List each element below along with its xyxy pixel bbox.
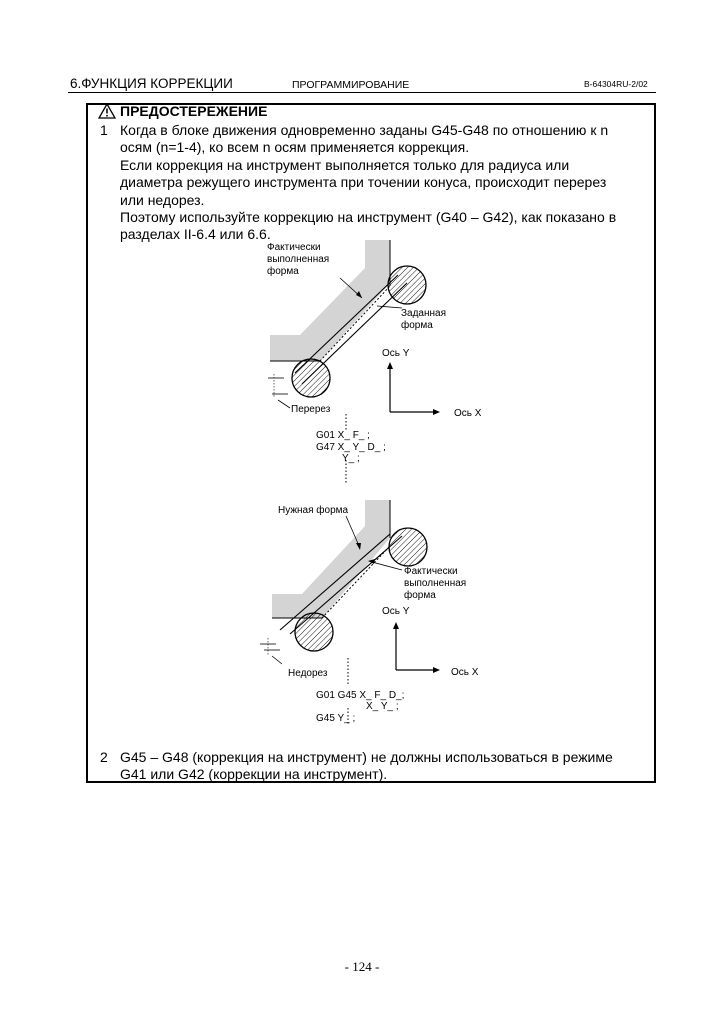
item-text bbox=[120, 122, 650, 244]
tool-circle-top bbox=[388, 266, 426, 304]
text-line: G45 – G48 (коррекция на инструмент) не должны использоваться в режиме bbox=[120, 749, 613, 765]
text-line: Поэтому используйте коррекцию на инструмент (G40 – G42), как показано в bbox=[120, 209, 617, 226]
text-line: G41 или G42 (коррекции на инструмент). bbox=[120, 766, 388, 783]
section-title: 6.ФУНКЦИЯ КОРРЕКЦИИ bbox=[70, 76, 233, 91]
item-number: 2 bbox=[100, 749, 108, 765]
header-rule bbox=[68, 92, 656, 93]
item-number: 1 bbox=[100, 122, 108, 138]
axis-y-label: Ось Y bbox=[382, 606, 410, 617]
chapter-title: ПРОГРАММИРОВАНИЕ bbox=[292, 79, 410, 91]
text-line: или недорез. bbox=[120, 191, 205, 208]
code-line: G45 Y_ ; bbox=[316, 713, 356, 724]
axis-y-label: Ось Y bbox=[382, 348, 410, 359]
code-line: G01 X_ F_ ; bbox=[316, 430, 370, 441]
axis-x-label: Ось X bbox=[454, 408, 482, 419]
overcut-diagram bbox=[250, 238, 510, 488]
label-overcut: Перерез bbox=[291, 404, 331, 415]
workpiece-shape bbox=[272, 500, 390, 618]
item-text bbox=[120, 749, 650, 784]
text-line: разделах II-6.4 или 6.6. bbox=[120, 226, 271, 243]
label-actual-shape: Фактически выполненная форма bbox=[404, 566, 467, 601]
label-undercut: Недорез bbox=[288, 668, 328, 679]
tool-circle-top bbox=[389, 528, 427, 566]
code-line: G01 G45 X_ F_ D_; bbox=[316, 690, 405, 701]
document-id: B-64304RU-2/02 bbox=[584, 79, 648, 89]
label-given-shape: Заданная форма bbox=[401, 308, 447, 331]
text-line: диаметра режущего инструмента при точении конуса, происходит перерез bbox=[120, 174, 607, 191]
text-line: Когда в блоке движения одновременно заданы G45-G48 по отношению к n bbox=[120, 122, 609, 138]
code-line: G47 X_ Y_ D_ ; bbox=[316, 442, 386, 453]
warning-triangle-icon bbox=[98, 103, 116, 119]
caution-title: ПРЕДОСТЕРЕЖЕНИЕ bbox=[120, 103, 268, 119]
code-line: Y_ ; bbox=[342, 453, 360, 464]
code-line: X_ Y_ ; bbox=[366, 701, 399, 712]
label-needed-shape: Нужная форма bbox=[278, 505, 349, 516]
axis-x-label: Ось X bbox=[451, 667, 479, 678]
tool-circle-bottom bbox=[295, 613, 333, 651]
text-line: осям (n=1-4), ко всем n осям применяется коррекция. bbox=[120, 139, 470, 156]
undercut-diagram bbox=[250, 498, 510, 728]
page-number: - 124 - bbox=[344, 959, 380, 974]
label-actual-shape: Фактически выполненная форма bbox=[267, 242, 330, 277]
caution-heading bbox=[98, 103, 267, 119]
tool-circle-bottom bbox=[292, 359, 330, 397]
text-line: Если коррекция на инструмент выполняется только для радиуса или bbox=[120, 156, 570, 173]
